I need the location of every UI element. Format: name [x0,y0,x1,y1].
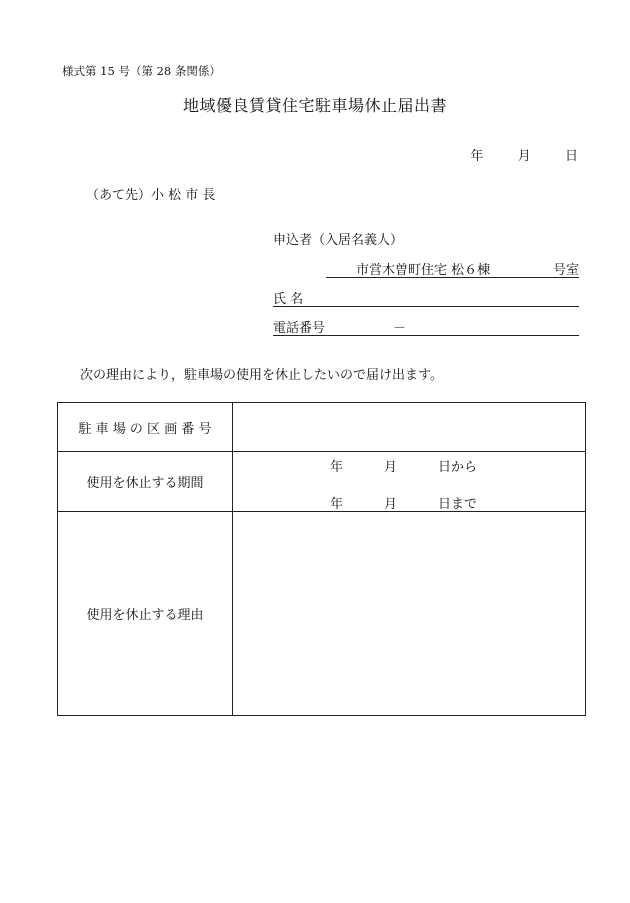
from-day: 日から [438,460,478,475]
phone-dash: － [393,321,407,336]
suspension-period-label: 使用を休止する期間 [58,452,233,512]
application-table [57,402,586,716]
table-row [58,452,586,512]
suspension-reason-cell[interactable] [233,512,586,716]
to-day: 日まで [438,497,478,512]
parking-number-cell[interactable] [233,403,586,452]
table-row [58,403,586,452]
suspension-reason-label: 使用を休止する理由 [58,512,233,716]
applicant-heading: 申込者（入居名義人） [273,233,404,248]
addressee: （あて先）小 松 市 長 [86,188,216,203]
submission-date [470,145,578,164]
to-year: 年 [330,497,344,512]
address-text: 市営木曽町住宅 松６棟 [356,263,491,278]
parking-number-label: 駐 車 場 の 区 画 番 号 [58,403,233,452]
date-month: 月 [517,149,531,164]
from-year: 年 [330,460,344,475]
date-day: 日 [564,149,578,164]
table-row [58,512,586,716]
statement-text: 次の理由により，駐車場の使用を休止したいので届け出ます。 [80,368,443,383]
address-field[interactable] [326,259,579,278]
name-field[interactable] [273,288,579,307]
to-month: 月 [384,497,398,512]
phone-field[interactable] [273,317,579,336]
room-suffix: 号室 [552,263,579,278]
phone-label: 電話番号 [273,321,326,336]
name-label: 氏 名 [273,292,304,307]
suspension-period-cell[interactable] [233,452,586,512]
date-year: 年 [470,149,484,164]
form-number: 様式第 15 号（第 28 条関係） [62,64,221,78]
from-month: 月 [384,460,398,475]
document-title: 地域優良賃貸住宅駐車場休止届出書 [182,96,447,115]
